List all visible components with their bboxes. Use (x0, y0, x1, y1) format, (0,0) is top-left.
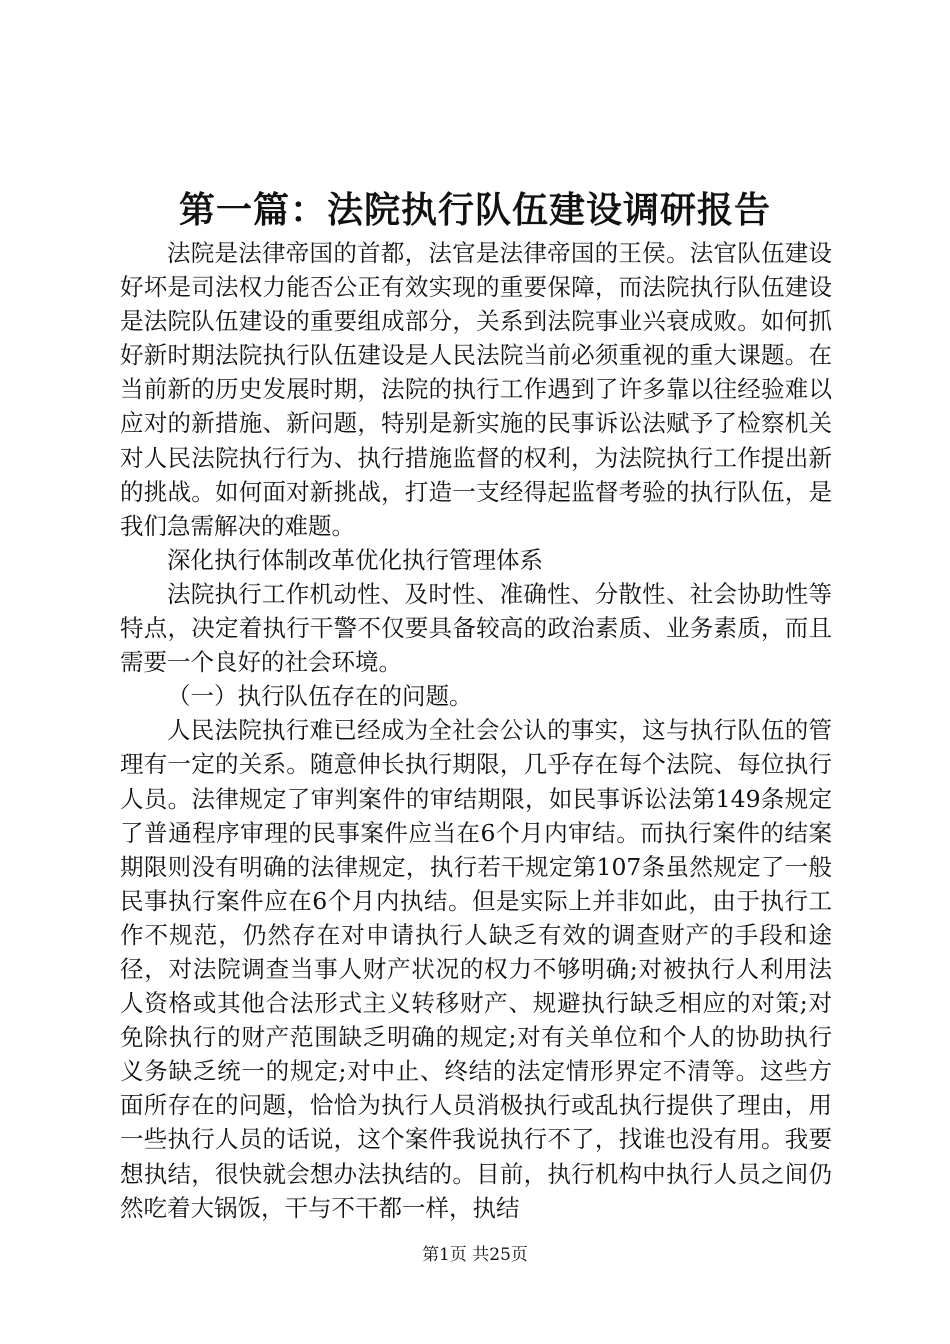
document-title: 第一篇：法院执行队伍建设调研报告 (178, 189, 771, 231)
paragraph-characteristics: 法院执行工作机动性、及时性、准确性、分散性、社会协助性等特点，决定着执行干警不仅要具备较高的政治素质、业务素质，而且需要一个良好的社会环境。 (120, 579, 832, 677)
page-footer: 第1页 共25页 (422, 1245, 528, 1265)
section-heading: 深化执行体制改革优化执行管理体系 (167, 545, 543, 574)
paragraph-problems: 人民法院执行难已经成为全社会公认的事实，这与执行队伍的管理有一定的关系。随意伸长执行期限，几乎存在每个法院、每位执行人员。法律规定了审判案件的审结期限，如民事诉讼法第149条规定了普通程序审理的民事案件应当在6个月内审结。而执行案件的结案期限则没有明确的法律规定，执行若干规定第107条虽然规定了一般民事执行案件应在6个月内执结。但是实际上并非如此，由于执行工作不规范，仍然存在对申请执行人缺乏有效的调查财产的手段和途径，对法院调查当事人财产状况的权力不够明确;对被执行人利用法人资格或其他合法形式主义转移财产、规避执行缺乏相应的对策;对免除执行的财产范围缺乏明确的规定;对有关单位和个人的协助执行义务缺乏统一的规定;对中止、终结的法定情形界定不清等。这些方面所存在的问题，恰恰为执行人员消极执行或乱执行提供了理由，用一些执行人员的话说，这个案件我说执行不了，找谁也没有用。我要想执结，很快就会想办法执结的。目前，执行机构中执行人员之间仍然吃着大锅饭，干与不干都一样，执结 (120, 716, 832, 1222)
document-body (120, 236, 832, 1225)
paragraph-intro: 法院是法律帝国的首都，法官是法律帝国的王侯。法官队伍建设好坏是司法权力能否公正有效实现的重要保障，而法院执行队伍建设是法院队伍建设的重要组成部分，关系到法院事业兴衰成败。如何抓好新时期法院执行队伍建设是人民法院当前必须重视的重大课题。在当前新的历史发展时期，法院的执行工作遇到了许多靠以往经验难以应对的新措施、新问题，特别是新实施的民事诉讼法赋予了检察机关对人民法院执行行为、执行措施监督的权利，为法院执行工作提出新的挑战。如何面对新挑战，打造一支经得起监督考验的执行队伍，是我们急需解决的难题。 (120, 239, 832, 540)
subsection-heading: （一）执行队伍存在的问题。 (167, 682, 473, 711)
